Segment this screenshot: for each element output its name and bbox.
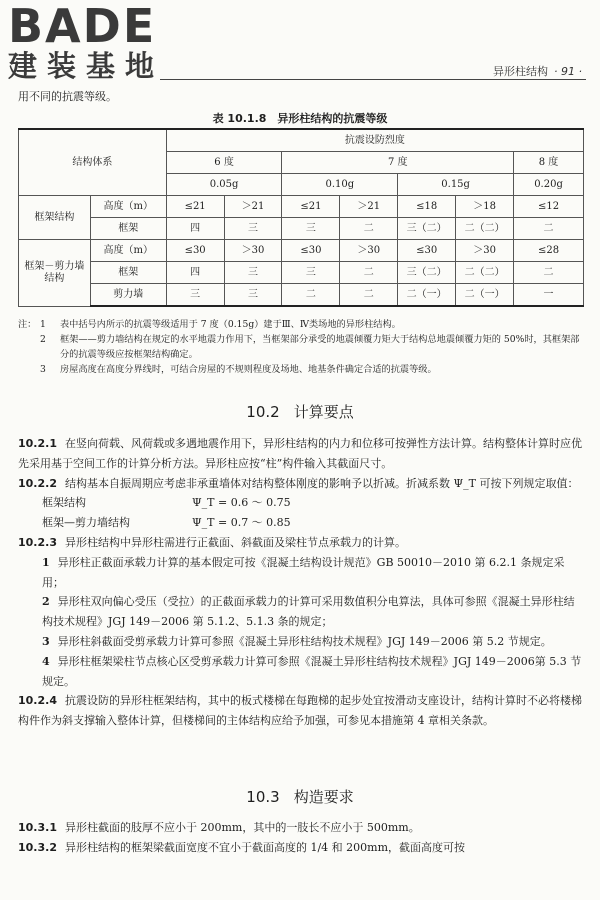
intro-text: 用不同的抗震等级。	[18, 90, 117, 103]
table-cell: 二	[340, 262, 398, 284]
section-number: 10.2	[246, 403, 280, 421]
table-cell: ≤28	[514, 240, 584, 262]
note-text: 房屋高度在高度分界线时，可结合房屋的不规则程度及场地、地基条件确定合适的抗震等级。	[60, 364, 437, 375]
table-cell: ≤21	[166, 196, 224, 218]
table-cell: ≤30	[166, 240, 224, 262]
table-cell: 二（二）	[456, 262, 514, 284]
table-cell: 二	[340, 218, 398, 240]
clause-item	[18, 632, 584, 652]
note-number: 2	[40, 334, 46, 345]
clause-text: 异形柱结构的框架梁截面宽度不宜小于截面高度的 1/4 和 200mm，截面高度可按	[64, 840, 466, 854]
table-cell: 二	[282, 284, 340, 307]
table-cell: 三（二）	[398, 262, 456, 284]
item-number: 2	[42, 595, 50, 609]
logo-chinese: 建装基地	[8, 49, 165, 83]
clause-10-2-4	[18, 691, 584, 731]
factor-row	[18, 493, 584, 513]
item-number: 3	[42, 634, 50, 648]
clause-10-3-2	[18, 838, 584, 858]
table-cell: 三	[282, 218, 340, 240]
table-cell: ≤21	[282, 196, 340, 218]
table-cell: 二（一）	[398, 284, 456, 307]
clause-10-2-3	[18, 533, 584, 553]
logo-latin: BADE	[8, 0, 157, 53]
clause-number: 10.2.2	[18, 476, 57, 490]
page-number: · 91 ·	[554, 65, 582, 78]
accel-cell: 0.20g	[514, 174, 584, 196]
note-text: 框架——剪力墙结构在规定的水平地震力作用下，当框架部分承受的地震倾覆力矩大于结构总地震倾覆力矩的 50%时，其框架部分的抗震等级应按框架结构确定。	[60, 334, 580, 360]
clause-10-2-2	[18, 474, 584, 494]
clause-number: 10.2.1	[18, 437, 57, 450]
clause-number: 10.2.3	[18, 535, 57, 549]
row-label: 框架	[90, 218, 166, 240]
table-cell: 三	[282, 262, 340, 284]
table-cell: 三	[166, 284, 224, 307]
clause-10-2-1	[18, 434, 584, 474]
accel-cell: 0.15g	[398, 174, 514, 196]
table-cell: 四	[166, 218, 224, 240]
table-cell: 三	[224, 284, 282, 307]
table-cell: ＞30	[456, 240, 514, 262]
section-title: 构造要求	[293, 788, 354, 806]
table-cell: 二（一）	[456, 284, 514, 307]
frame-struct-label: 框架结构	[19, 196, 91, 240]
table-cell: 三（二）	[398, 218, 456, 240]
note-number: 1	[40, 319, 46, 330]
factor-row	[18, 513, 584, 533]
table-cell: 二（二）	[456, 218, 514, 240]
section-10-3-body	[18, 818, 584, 858]
factor-label: 框架结构	[42, 496, 86, 510]
table-cell: ＞21	[340, 196, 398, 218]
item-text: 异形柱框架梁柱节点核心区受剪承载力计算可参照《混凝土异形柱结构技术规程》JGJ 149－2006第 5.3 节规定。	[42, 654, 582, 688]
table-notes	[18, 317, 584, 377]
table-cell: ＞18	[456, 196, 514, 218]
item-number: 1	[42, 555, 50, 569]
note-item	[18, 332, 584, 362]
struct-header: 结构体系	[19, 129, 167, 196]
clause-text: 异形柱结构中异形柱需进行正截面、斜截面及梁柱节点承载力的计算。	[64, 535, 406, 549]
section-heading-10-2	[0, 401, 600, 422]
item-number: 4	[42, 654, 50, 668]
section-heading-10-3	[0, 786, 600, 807]
clause-item	[18, 553, 584, 593]
table-cell: 四	[166, 262, 224, 284]
table-cell: 一	[514, 284, 584, 307]
degree-cell: 6 度	[166, 152, 282, 174]
row-label: 高度（m）	[90, 240, 166, 262]
accel-cell: 0.05g	[166, 174, 282, 196]
item-text: 异形柱双向偏心受压（受拉）的正截面承载力的计算可采用数值积分电算法，具体可参照《混凝土异形柱结构技术规程》JGJ 149－2006 第 5.1.2、5.1.3 条的规定；	[42, 595, 575, 629]
section-number: 10.3	[246, 788, 280, 806]
table-cell: ≤30	[282, 240, 340, 262]
clause-10-3-1	[18, 818, 584, 838]
table-cell: ≤18	[398, 196, 456, 218]
item-text: 异形柱斜截面受剪承载力计算可参照《混凝土异形柱结构技术规程》JGJ 149－2006 第 5.2 节规定。	[57, 634, 552, 648]
row-label: 高度（m）	[90, 196, 166, 218]
table-cell: 三	[224, 218, 282, 240]
section-10-2-body	[18, 434, 584, 731]
clause-number: 10.3.1	[18, 821, 57, 834]
clause-text: 结构基本自振周期应考虑非承重墙体对结构整体刚度的影响予以折减。折减系数 Ψ_T 可按下列规定取值：	[64, 476, 579, 490]
item-text: 异形柱正截面承载力计算的基本假定可按《混凝土结构设计规范》GB 50010－2010 第 6.2.1 条规定采用；	[42, 555, 565, 589]
clause-number: 10.3.2	[18, 840, 57, 854]
table-cell: ≤30	[398, 240, 456, 262]
logo	[8, 2, 188, 82]
clause-text: 异形柱截面的肢厚不应小于 200mm，其中的一肢长不应小于 500mm。	[64, 821, 420, 834]
factor-value: Ψ_T = 0.6 ～ 0.75	[192, 496, 291, 510]
table-cell: 二	[340, 284, 398, 307]
clause-text: 抗震设防的异形柱框架结构，其中的板式楼梯在每跑梯的起步处宜按滑动支座设计，结构计算时不必将楼梯构件作为斜支撑输入整体计算，但楼梯间的主体结构应给予加强，可参见本措施第 4 章相关条款。	[18, 694, 582, 728]
table-cell: 二	[514, 218, 584, 240]
clause-number: 10.2.4	[18, 694, 57, 708]
note-item	[18, 317, 584, 332]
running-head-title: 异形柱结构	[493, 65, 549, 78]
seismic-grade-table	[18, 128, 584, 307]
accel-cell: 0.10g	[282, 174, 398, 196]
table-cell: 三	[224, 262, 282, 284]
factor-label: 框架—剪力墙结构	[42, 516, 130, 530]
note-text: 表中括号内所示的抗震等级适用于 7 度（0.15g）建于Ⅲ、Ⅳ类场地的异形柱结构。	[60, 319, 401, 330]
degree-cell: 7 度	[282, 152, 514, 174]
note-number: 3	[40, 364, 46, 375]
clause-item	[18, 592, 584, 632]
table-cell: ＞30	[340, 240, 398, 262]
clause-text: 在竖向荷载、风荷载或多遇地震作用下，异形柱结构的内力和位移可按弹性方法计算。结构整体计算时应优先采用基于空间工作的计算分析方法。异形柱应按“柱”构件输入其截面尺寸。	[18, 437, 582, 470]
note-item	[18, 362, 584, 377]
header-rule	[160, 79, 586, 80]
table-cell: ＞30	[224, 240, 282, 262]
factor-value: Ψ_T = 0.7 ～ 0.85	[192, 516, 291, 530]
note-prefix: 注：	[18, 319, 37, 330]
table-cell: 二	[514, 262, 584, 284]
clause-item	[18, 652, 584, 692]
row-label: 框架	[90, 262, 166, 284]
degree-cell: 8 度	[514, 152, 584, 174]
row-label: 剪力墙	[90, 284, 166, 307]
table-cell: ≤12	[514, 196, 584, 218]
section-title: 计算要点	[293, 403, 354, 421]
shearwall-struct-label: 框架－剪力墙结构	[19, 240, 91, 307]
table-caption: 表 10.1.8 异形柱结构的抗震等级	[212, 112, 388, 125]
intensity-header: 抗震设防烈度	[166, 129, 583, 152]
table-cell: ＞21	[224, 196, 282, 218]
running-head	[493, 63, 582, 79]
